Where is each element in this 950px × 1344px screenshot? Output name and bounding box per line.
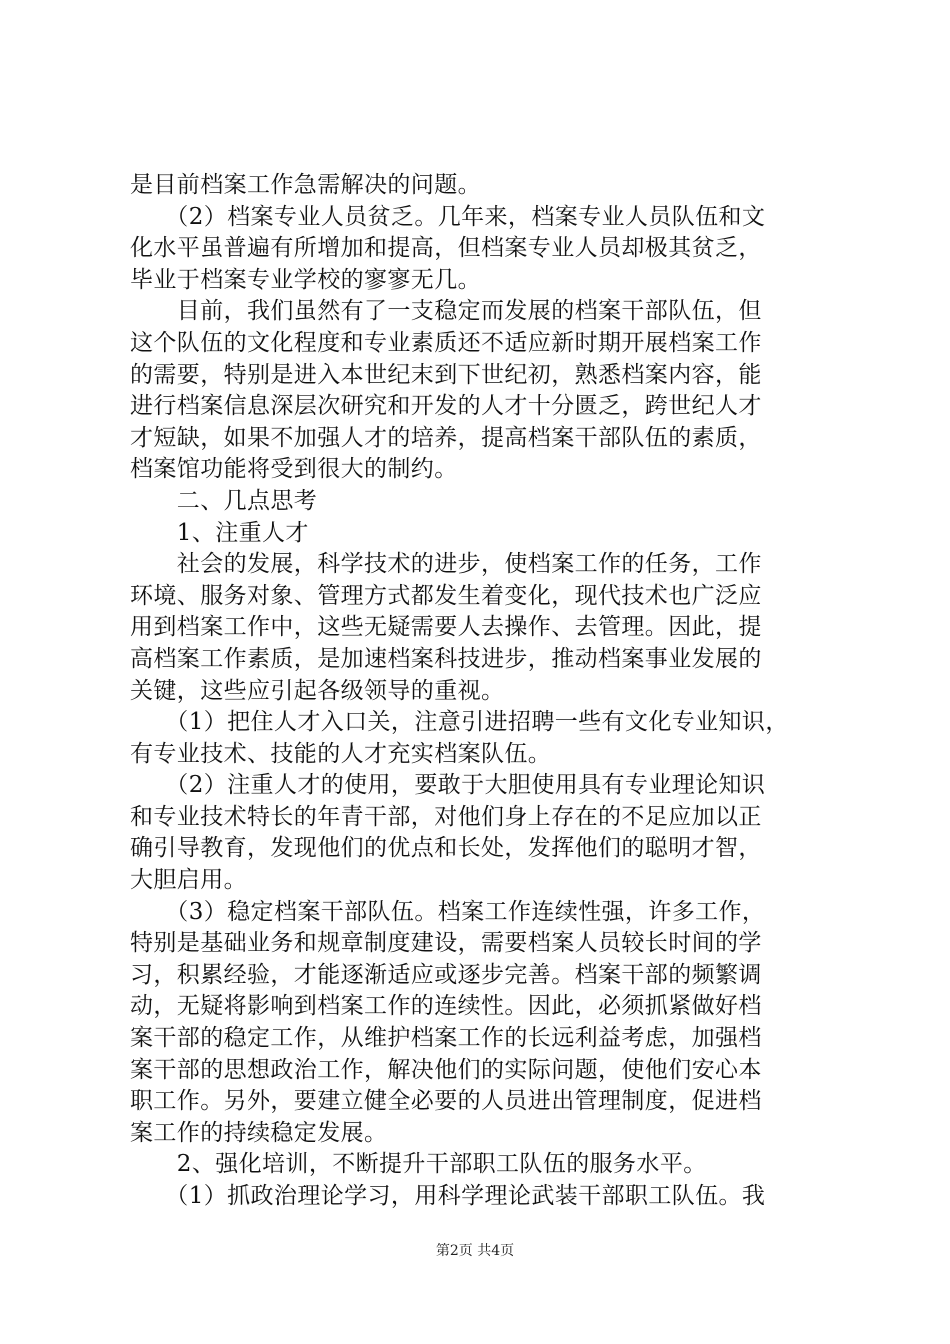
text-line: 化水平虽普遍有所增加和提高，但档案专业人员却极其贫乏， — [130, 235, 762, 262]
text-line: 和专业技术特长的年青干部，对他们身上存在的不足应加以正 — [130, 803, 762, 830]
text-line: （1）把住人才入口关，注意引进招聘一些有文化专业知识， — [130, 709, 789, 736]
text-line: 特别是基础业务和规章制度建设，需要档案人员较长时间的学 — [130, 930, 762, 957]
page-footer: 第2页 共4页 — [435, 1243, 515, 1259]
text-line: 案干部的思想政治工作，解决他们的实际问题，使他们安心本 — [130, 1056, 762, 1083]
text-line: 目前，我们虽然有了一支稳定而发展的档案干部队伍，但 — [130, 298, 762, 325]
text-line: 案工作的持续稳定发展。 — [130, 1119, 388, 1146]
text-line: 才短缺，如果不加强人才的培养，提高档案干部队伍的素质， — [130, 424, 762, 451]
text-line: 的需要，特别是进入本世纪末到下世纪初，熟悉档案内容，能 — [130, 361, 762, 388]
text-line: 是目前档案工作急需解决的问题。 — [130, 172, 481, 198]
text-line: 关键，这些应引起各级领导的重视。 — [130, 677, 505, 704]
text-line: 档案馆功能将受到很大的制约。 — [130, 456, 458, 483]
text-line: 有专业技术、技能的人才充实档案队伍。 — [130, 740, 552, 767]
text-line: 环境、服务对象、管理方式都发生着变化，现代技术也广泛应 — [130, 582, 762, 609]
text-line: （1）抓政治理论学习，用科学理论武装干部职工队伍。我 — [130, 1183, 766, 1209]
body-text — [130, 170, 830, 1213]
text-line: 社会的发展，科学技术的进步，使档案工作的任务，工作 — [130, 551, 762, 578]
text-line: 职工作。另外，要建立健全必要的人员进出管理制度，促进档 — [130, 1088, 762, 1115]
text-line: 进行档案信息深层次研究和开发的人才十分匮乏，跨世纪人才 — [130, 393, 762, 420]
text-line: （3）稳定档案干部队伍。档案工作连续性强，许多工作， — [130, 898, 766, 925]
text-line: 大胆启用。 — [130, 867, 247, 894]
text-line: （2）注重人才的使用，要敢于大胆使用具有专业理论知识 — [130, 772, 766, 799]
text-line: 1、注重人才 — [130, 519, 309, 546]
text-line: 用到档案工作中，这些无疑需要人去操作、去管理。因此，提 — [130, 614, 762, 641]
text-line: 2、强化培训，不断提升干部职工队伍的服务水平。 — [130, 1151, 707, 1178]
text-line: 案干部的稳定工作，从维护档案工作的长远利益考虑，加强档 — [130, 1025, 762, 1052]
text-line: 二、几点思考 — [130, 487, 318, 514]
text-line: 毕业于档案专业学校的寥寥无几。 — [130, 266, 481, 293]
text-line: 高档案工作素质，是加速档案科技进步，推动档案事业发展的 — [130, 645, 762, 672]
text-line: 这个队伍的文化程度和专业素质还不适应新时期开展档案工作 — [130, 329, 762, 356]
text-line: 习，积累经验，才能逐渐适应或逐步完善。档案干部的频繁调 — [130, 961, 762, 988]
text-line: 确引导教育，发现他们的优点和长处，发挥他们的聪明才智， — [130, 835, 762, 862]
text-line: 动，无疑将影响到档案工作的连续性。因此，必须抓紧做好档 — [130, 993, 762, 1020]
text-line: （2）档案专业人员贫乏。几年来，档案专业人员队伍和文 — [130, 203, 766, 230]
